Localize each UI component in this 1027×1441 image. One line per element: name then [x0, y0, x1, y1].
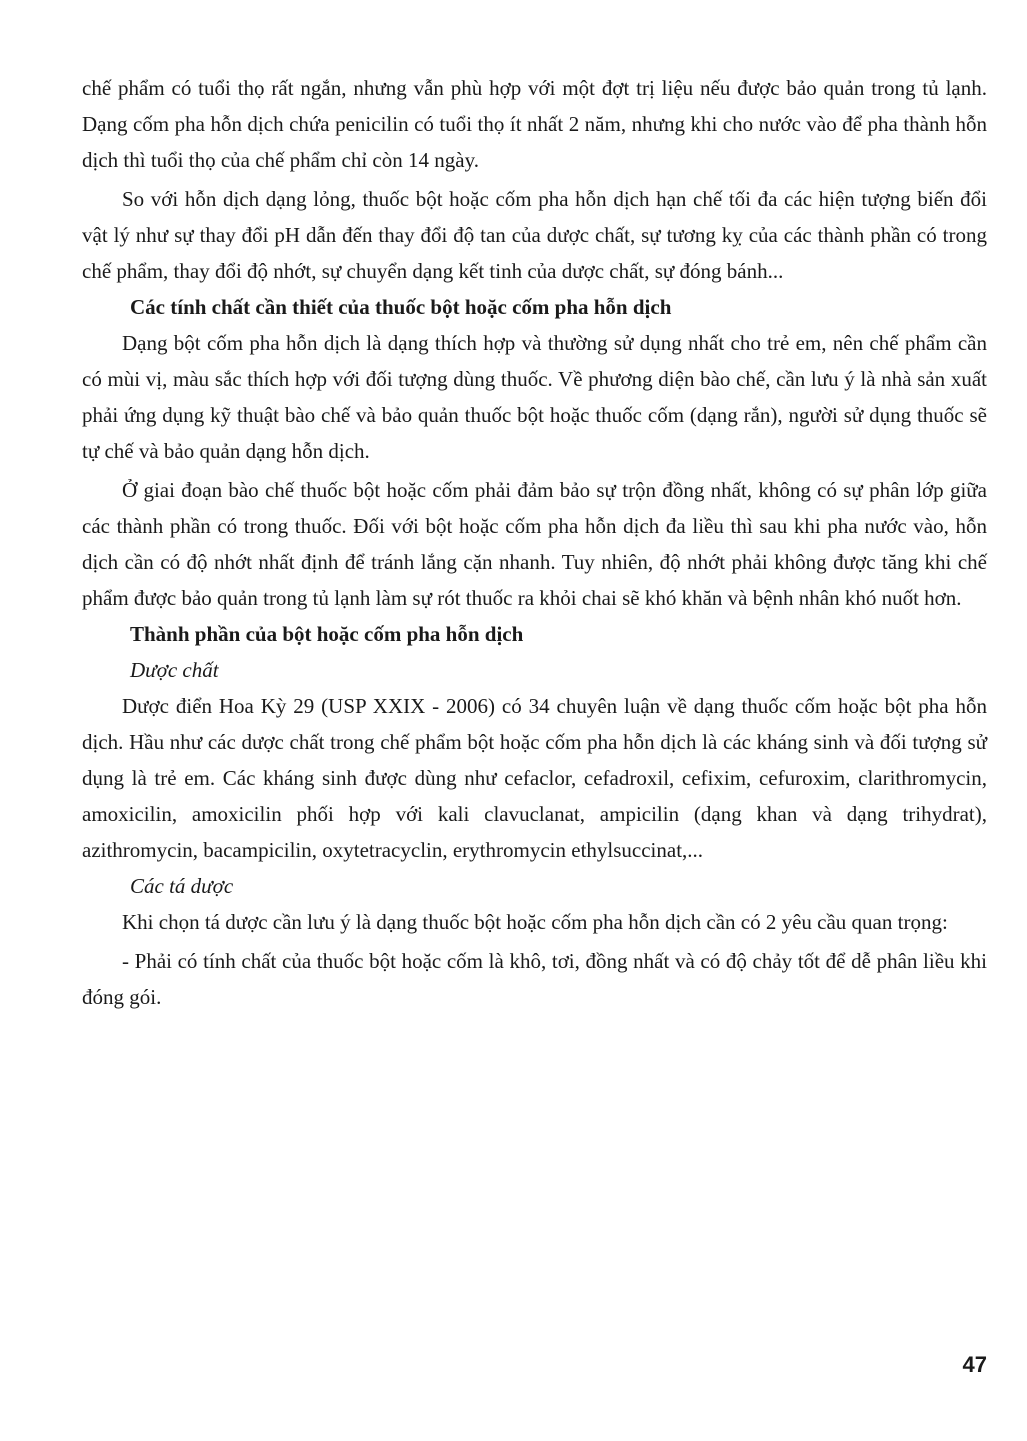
paragraph-excipients: Khi chọn tá dược cần lưu ý là dạng thuốc bột hoặc cốm pha hỗn dịch cần có 2 yêu cầu quan trọng:	[122, 910, 948, 934]
section-heading-properties: Các tính chất cần thiết của thuốc bột hoặc cốm pha hỗn dịch	[130, 295, 672, 319]
list-item-requirement: - Phải có tính chất của thuốc bột hoặc cốm là khô, tơi, đồng nhất và có độ chảy tốt để dễ phân liều khi đóng gói.	[82, 949, 987, 1009]
page-content	[82, 70, 987, 1015]
paragraph-continuation: chế phẩm có tuổi thọ rất ngắn, nhưng vẫn phù hợp với một đợt trị liệu nếu được bảo quản trong tủ lạnh. Dạng cốm pha hỗn dịch chứa penicilin có tuổi thọ ít nhất 2 năm, nhưng khi cho nước vào để pha thành hỗn dịch thì tuổi thọ của chế phẩm chỉ còn 14 ngày.	[82, 76, 987, 172]
section-heading-composition: Thành phần của bột hoặc cốm pha hỗn dịch	[130, 622, 524, 646]
paragraph-active-ingredient: Dược điển Hoa Kỳ 29 (USP XXIX - 2006) có 34 chuyên luận về dạng thuốc cốm hoặc bột pha hỗn dịch. Hầu như các dược chất trong chế phẩm bột hoặc cốm pha hỗn dịch là các kháng sinh và đối tượng sử dụng là trẻ em. Các kháng sinh được dùng như cefaclor, cefadroxil, cefixim, cefuroxim, clarithromycin, amoxicilin, amoxicilin phối hợp với kali clavuclanat, ampicilin (dạng khan và dạng trihydrat), azithromycin, bacampicilin, oxytetracyclin, erythromycin ethylsuccinat,...	[82, 694, 987, 862]
subheading-excipients: Các tá dược	[130, 874, 234, 898]
paragraph-preparation-stage: Ở giai đoạn bào chế thuốc bột hoặc cốm phải đảm bảo sự trộn đồng nhất, không có sự phân lớp giữa các thành phần có trong thuốc. Đối với bột hoặc cốm pha hỗn dịch đa liều thì sau khi pha nước vào, hỗn dịch cần có độ nhớt nhất định để tránh lắng cặn nhanh. Tuy nhiên, độ nhớt phải không được tăng khi chế phẩm được bảo quản trong tủ lạnh làm sự rót thuốc ra khỏi chai sẽ khó khăn và bệnh nhân khó nuốt hơn.	[82, 478, 987, 610]
subheading-active-ingredient: Dược chất	[130, 658, 219, 682]
paragraph-properties: Dạng bột cốm pha hỗn dịch là dạng thích hợp và thường sử dụng nhất cho trẻ em, nên chế phẩm cần có mùi vị, màu sắc thích hợp với đối tượng dùng thuốc. Về phương diện bào chế, cần lưu ý là nhà sản xuất phải ứng dụng kỹ thuật bào chế và bảo quản thuốc bột hoặc thuốc cốm (dạng rắn), người sử dụng thuốc sẽ tự chế và bảo quản dạng hỗn dịch.	[82, 331, 987, 463]
paragraph-comparison: So với hỗn dịch dạng lỏng, thuốc bột hoặc cốm pha hỗn dịch hạn chế tối đa các hiện tượng biến đổi vật lý như sự thay đổi pH dẫn đến thay đổi độ tan của dược chất, sự tương kỵ của các thành phần có trong chế phẩm, thay đổi độ nhớt, sự chuyển dạng kết tinh của dược chất, sự đóng bánh...	[82, 187, 987, 283]
page-number: 47	[962, 1352, 987, 1377]
